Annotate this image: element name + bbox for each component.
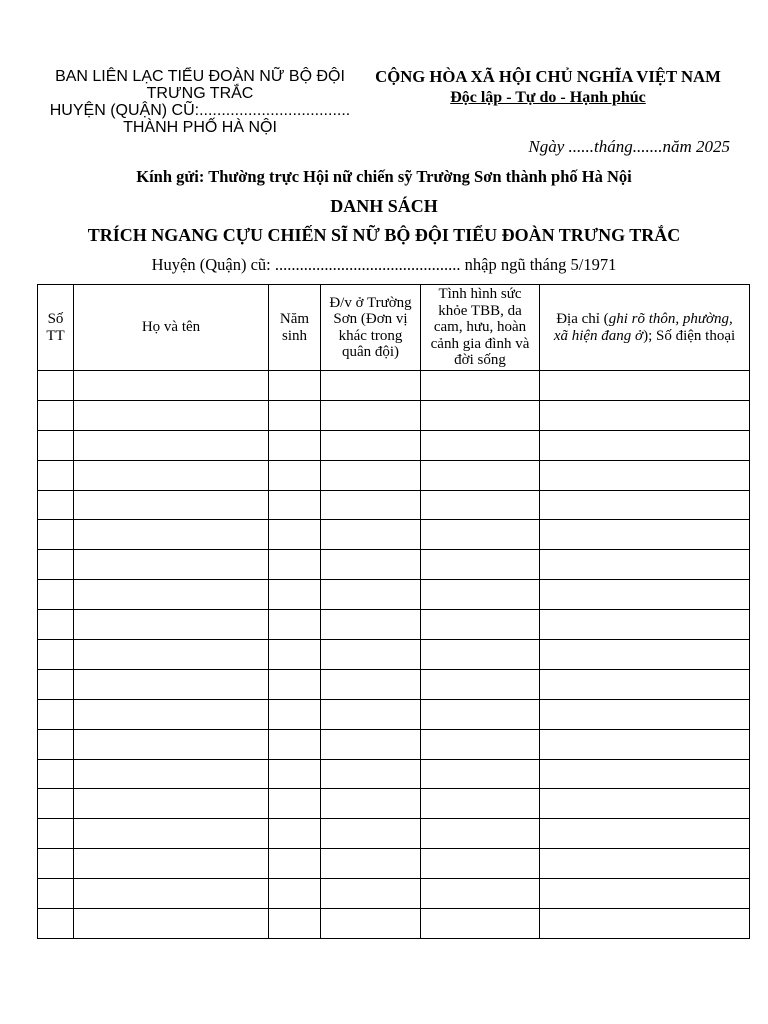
cell-full-name (74, 729, 269, 759)
cell-stt (38, 849, 74, 879)
cell-birth-year (269, 610, 321, 640)
cell-address (540, 879, 750, 909)
cell-stt (38, 729, 74, 759)
cell-birth-year (269, 729, 321, 759)
table-body (38, 371, 750, 939)
header-address (540, 285, 750, 371)
cell-unit (321, 460, 421, 490)
table-row (38, 789, 750, 819)
cell-situation (421, 640, 540, 670)
cell-stt (38, 909, 74, 939)
national-title: CỘNG HÒA XÃ HỘI CHỦ NGHĨA VIỆT NAM (375, 67, 721, 86)
cell-unit (321, 371, 421, 401)
table-header (38, 285, 750, 371)
cell-situation (421, 610, 540, 640)
cell-stt (38, 610, 74, 640)
table-row (38, 909, 750, 939)
cell-full-name (74, 371, 269, 401)
cell-birth-year (269, 580, 321, 610)
cell-situation (421, 699, 540, 729)
table-row (38, 640, 750, 670)
cell-address (540, 430, 750, 460)
cell-birth-year (269, 669, 321, 699)
header-full-name: Họ và tên (74, 285, 269, 371)
cell-stt (38, 371, 74, 401)
organization-name-line2: TRƯNG TRẮC (146, 85, 254, 102)
table-row (38, 550, 750, 580)
cell-stt (38, 430, 74, 460)
cell-address (540, 400, 750, 430)
cell-address (540, 849, 750, 879)
cell-full-name (74, 520, 269, 550)
table-row (38, 371, 750, 401)
cell-unit (321, 879, 421, 909)
cell-birth-year (269, 699, 321, 729)
cell-situation (421, 789, 540, 819)
national-motto: Độc lập - Tự do - Hạnh phúc (450, 89, 646, 106)
cell-address (540, 371, 750, 401)
former-district-line: HUYỆN (QUẬN) CŨ:.................................. (49, 102, 351, 119)
cell-stt (38, 490, 74, 520)
cell-stt (38, 460, 74, 490)
header-address-suffix: ); Số điện thoại (643, 327, 736, 344)
header-stt: Số TT (38, 285, 74, 371)
cell-unit (321, 729, 421, 759)
table-header-row (38, 285, 750, 371)
table-row (38, 729, 750, 759)
cell-stt (38, 759, 74, 789)
cell-birth-year (269, 490, 321, 520)
header-address-prefix: Địa chỉ ( (556, 311, 609, 327)
cell-birth-year (269, 879, 321, 909)
cell-situation (421, 879, 540, 909)
national-header (348, 67, 748, 108)
cell-birth-year (269, 789, 321, 819)
cell-unit (321, 849, 421, 879)
cell-birth-year (269, 640, 321, 670)
cell-address (540, 610, 750, 640)
cell-stt (38, 879, 74, 909)
cell-birth-year (269, 550, 321, 580)
cell-situation (421, 819, 540, 849)
table-row (38, 819, 750, 849)
cell-full-name (74, 789, 269, 819)
cell-address (540, 669, 750, 699)
cell-situation (421, 580, 540, 610)
organization-name-line1: BAN LIÊN LẠC TIỂU ĐOÀN NỮ BỘ ĐỘI (55, 68, 345, 85)
cell-situation (421, 490, 540, 520)
cell-unit (321, 789, 421, 819)
table-row (38, 669, 750, 699)
cell-full-name (74, 909, 269, 939)
cell-situation (421, 669, 540, 699)
cell-address (540, 580, 750, 610)
cell-birth-year (269, 520, 321, 550)
cell-birth-year (269, 819, 321, 849)
cell-situation (421, 729, 540, 759)
cell-full-name (74, 490, 269, 520)
cell-full-name (74, 699, 269, 729)
cell-address (540, 789, 750, 819)
cell-situation (421, 849, 540, 879)
cell-full-name (74, 879, 269, 909)
cell-situation (421, 520, 540, 550)
header-situation: Tình hình sức khỏe TBB, da cam, hưu, hoàn cảnh gia đình và đời sống (421, 285, 540, 371)
cell-full-name (74, 669, 269, 699)
cell-unit (321, 490, 421, 520)
cell-address (540, 550, 750, 580)
cell-situation (421, 460, 540, 490)
cell-unit (321, 580, 421, 610)
table-row (38, 580, 750, 610)
cell-address (540, 520, 750, 550)
cell-full-name (74, 460, 269, 490)
cell-address (540, 490, 750, 520)
table-row (38, 520, 750, 550)
cell-address (540, 640, 750, 670)
cell-situation (421, 400, 540, 430)
document-title: DANH SÁCH (330, 196, 438, 216)
cell-situation (421, 909, 540, 939)
cell-unit (321, 520, 421, 550)
document-subtitle: TRÍCH NGANG CỰU CHIẾN SĨ NỮ BỘ ĐỘI TIỂU ĐOÀN TRƯNG TRẮC (87, 225, 681, 245)
table-row (38, 460, 750, 490)
cell-stt (38, 400, 74, 430)
organization-header (20, 68, 380, 136)
cell-full-name (74, 759, 269, 789)
cell-situation (421, 550, 540, 580)
cell-address (540, 460, 750, 490)
cell-unit (321, 400, 421, 430)
cell-unit (321, 610, 421, 640)
header-address-note: ghi rõ thôn, phường, xã hiện đang ở (553, 311, 733, 344)
cell-stt (38, 819, 74, 849)
cell-stt (38, 789, 74, 819)
cell-birth-year (269, 400, 321, 430)
cell-unit (321, 909, 421, 939)
cell-stt (38, 550, 74, 580)
table-row (38, 759, 750, 789)
cell-birth-year (269, 430, 321, 460)
cell-birth-year (269, 371, 321, 401)
cell-situation (421, 759, 540, 789)
cell-full-name (74, 849, 269, 879)
cell-stt (38, 580, 74, 610)
cell-stt (38, 669, 74, 699)
cell-address (540, 729, 750, 759)
cell-birth-year (269, 460, 321, 490)
cell-unit (321, 640, 421, 670)
date-line: Ngày ......tháng.......năm 2025 (528, 137, 730, 156)
cell-full-name (74, 640, 269, 670)
city-line: THÀNH PHỐ HÀ NỘI (123, 119, 277, 136)
table-row (38, 430, 750, 460)
cell-full-name (74, 550, 269, 580)
table-row (38, 849, 750, 879)
cell-stt (38, 640, 74, 670)
table-row (38, 490, 750, 520)
cell-unit (321, 669, 421, 699)
cell-situation (421, 430, 540, 460)
table-row (38, 610, 750, 640)
cell-unit (321, 819, 421, 849)
header-birth-year: Năm sinh (269, 285, 321, 371)
header-unit: Đ/v ở Trường Sơn (Đơn vị khác trong quân đội) (321, 285, 421, 371)
cell-stt (38, 699, 74, 729)
cell-unit (321, 550, 421, 580)
district-enlistment-line: Huyện (Quận) cũ: ............................................. nhập ngũ tháng 5/1971 (151, 255, 617, 274)
cell-full-name (74, 430, 269, 460)
cell-full-name (74, 580, 269, 610)
cell-full-name (74, 610, 269, 640)
cell-unit (321, 430, 421, 460)
recipient-line: Kính gửi: Thường trực Hội nữ chiến sỹ Trường Sơn thành phố Hà Nội (136, 167, 632, 186)
cell-address (540, 759, 750, 789)
table-row (38, 879, 750, 909)
cell-address (540, 699, 750, 729)
table-row (38, 699, 750, 729)
cell-situation (421, 371, 540, 401)
cell-stt (38, 520, 74, 550)
cell-address (540, 909, 750, 939)
cell-unit (321, 699, 421, 729)
cell-birth-year (269, 849, 321, 879)
cell-full-name (74, 819, 269, 849)
cell-unit (321, 759, 421, 789)
cell-birth-year (269, 909, 321, 939)
table-row (38, 400, 750, 430)
cell-full-name (74, 400, 269, 430)
cell-birth-year (269, 759, 321, 789)
cell-address (540, 819, 750, 849)
member-list-table (37, 284, 750, 939)
